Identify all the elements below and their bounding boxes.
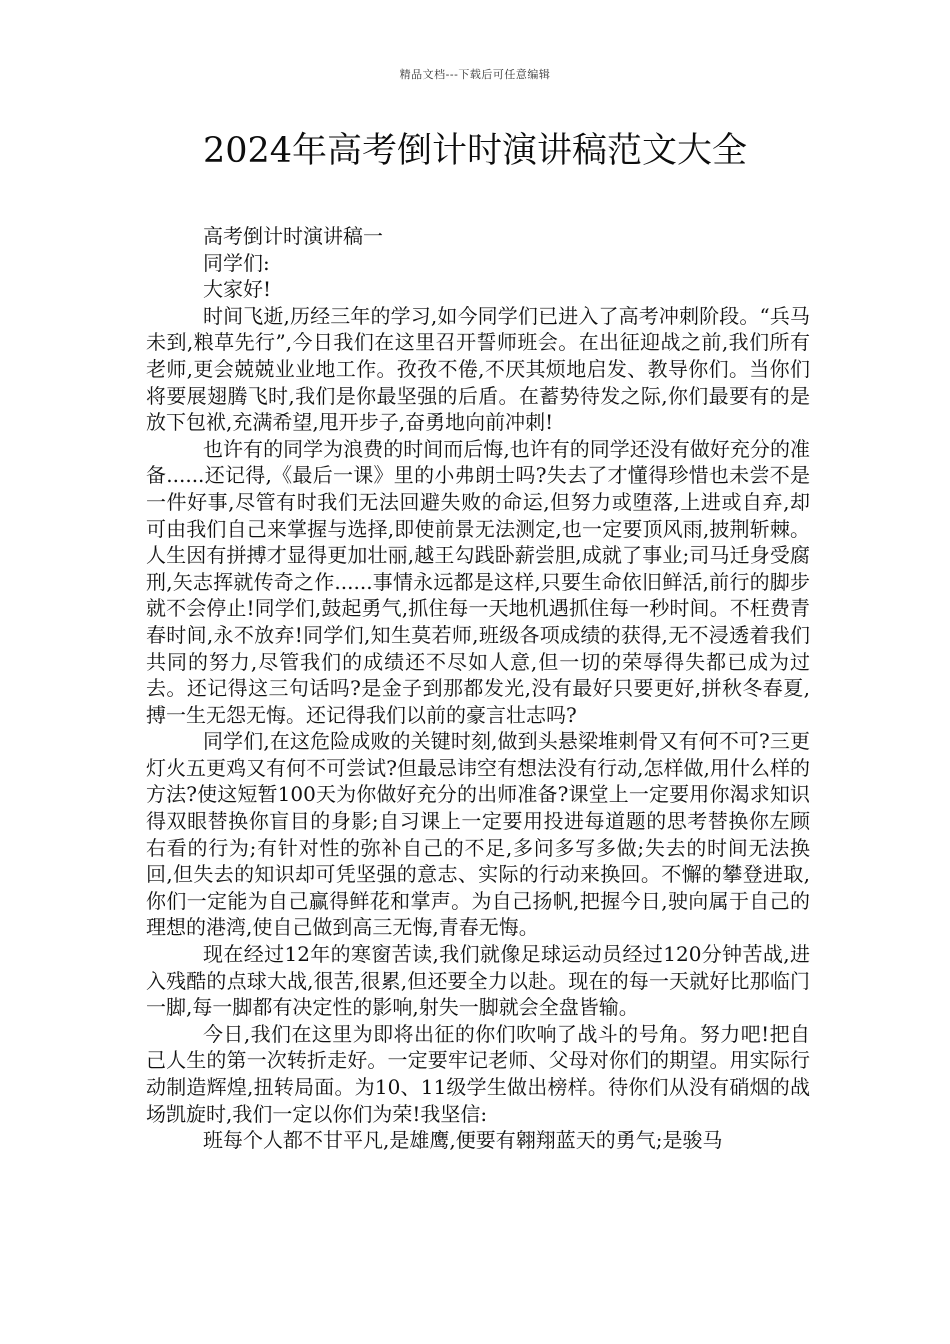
body-paragraph: 现在经过12年的寒窗苦读,我们就像足球运动员经过120分钟苦战,进入残酷的点球大战,很苦,很累,但还要全力以赴。现在的每一天就好比那临门一脚,每一脚都有决定性的影响,射失一脚就会全盘皆输。 [146, 942, 810, 1020]
document-body [146, 223, 810, 1154]
body-paragraph: 今日,我们在这里为即将出征的你们吹响了战斗的号角。努力吧!把自己人生的第一次转折走好。一定要牢记老师、父母对你们的期望。用实际行动制造辉煌,扭转局面。为10、11级学生做出榜样。待你们从没有硝烟的战场凯旋时,我们一定以你们为荣!我坚信: [146, 1021, 810, 1126]
body-paragraph: 也许有的同学为浪费的时间而后悔,也许有的同学还没有做好充分的准备......还记得,《最后一课》里的小弗朗士吗?失去了才懂得珍惜也未尝不是一件好事,尽管有时我们无法回避失败的命运,但努力或堕落,上进或自弃,却可由我们自己来掌握与选择,即使前景无法测定,也一定要顶风雨,披荆斩棘。人生因有拼搏才显得更加壮丽,越王勾践卧薪尝胆,成就了事业;司马迁身受腐刑,矢志挥就传奇之作......事情永远都是这样,只要生命依旧鲜活,前行的脚步就不会停止!同学们,鼓起勇气,抓住每一天地机遇抓住每一秒时间。不枉费青春时间,永不放弃!同学们,知生莫若师,班级各项成绩的获得,无不浸透着我们共同的努力,尽管我们的成绩还不尽如人意,但一切的荣辱得失都已成为过去。还记得这三句话吗?是金子到那都发光,没有最好只要更好,拼秋冬春夏,搏一生无怨无悔。还记得我们以前的豪言壮志吗? [146, 436, 810, 727]
body-paragraph: 班每个人都不甘平凡,是雄鹰,便要有翱翔蓝天的勇气;是骏马 [203, 1128, 723, 1153]
salutation: 同学们: [203, 250, 270, 275]
body-paragraph: 时间飞逝,历经三年的学习,如今同学们已进入了高考冲刺阶段。“兵马未到,粮草先行”,今日我们在这里召开誓师班会。在出征迎战之前,我们所有老师,更会兢兢业业地工作。孜孜不倦,不厌其烦地启发、教导你们。当你们将要展翅腾飞时,我们是你最坚强的后盾。在蓄势待发之际,你们最要有的是放下包袱,充满希望,甩开步子,奋勇地向前冲刺! [146, 303, 810, 435]
speech-subtitle: 高考倒计时演讲稿一 [203, 224, 383, 248]
header-note: 精品文档---下载后可任意编辑 [399, 68, 551, 81]
document-title: 2024年高考倒计时演讲稿范文大全 [202, 131, 748, 171]
body-paragraph: 同学们,在这危险成败的关键时刻,做到头悬梁堆刺骨又有何不可?三更灯火五更鸡又有何不可尝试?但最忌讳空有想法没有行动,怎样做,用什么样的方法?使这短暂100天为你做好充分的出师准备?课堂上一定要用你渴求知识得双眼替换你盲目的身影;自习课上一定要用投进每道题的思考替换你左顾右看的行为;有针对性的弥补自己的不足,多问多写多做;失去的时间无法换回,但失去的知识却可凭坚强的意志、实际的行动来换回。不懈的攀登进取,你们一定能为自己赢得鲜花和掌声。为自己扬帆,把握今日,驶向属于自己的理想的港湾,使自己做到高三无悔,青春无悔。 [146, 729, 810, 940]
greeting: 大家好! [203, 277, 272, 302]
